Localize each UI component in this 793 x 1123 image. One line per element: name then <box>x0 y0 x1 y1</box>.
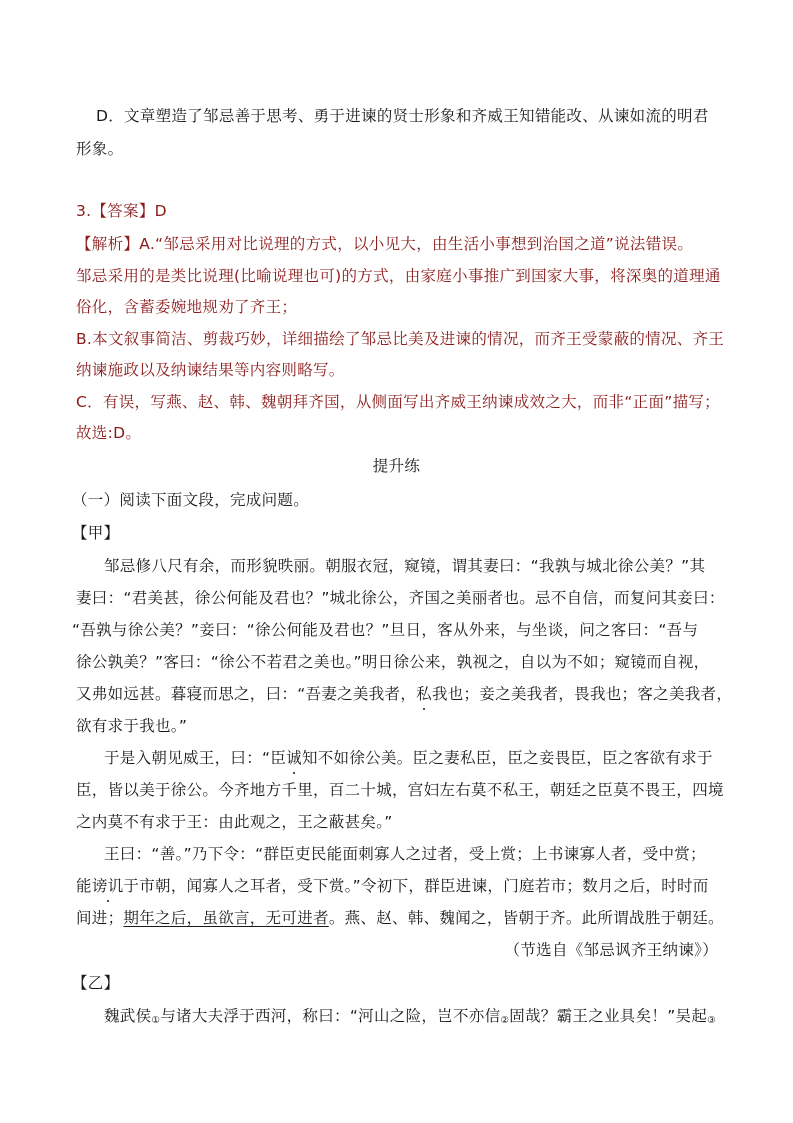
underlined-sentence: 期年之后，虽欲言，无可进者 <box>123 909 329 927</box>
section-title: 提升练 <box>372 457 421 475</box>
option-d-line-1: D．文章塑造了邹忌善于思考、勇于进谏的贤士形象和齐威王知错能改、从谏如流的明君 <box>96 107 709 125</box>
yi-line-1-part-a: 魏武侯 <box>104 1007 152 1025</box>
jia-p3-line-3-part-a: 间进； <box>76 909 124 927</box>
option-c-line-2: 故选:D。 <box>76 424 142 442</box>
jia-p1-line-4: 徐公孰美？”客曰：“徐公不若君之美也。”明日徐公来，孰视之，自以为不如；窥镜而自视， <box>76 653 710 671</box>
jia-p1-line-5 <box>76 684 732 704</box>
footnote-marker-2: ② <box>500 1015 510 1026</box>
jia-p2-line-1-part-a: 于是入朝见威王，曰：“臣 <box>104 749 287 767</box>
jia-p1-line-1: 邹忌修八尺有余，而形貌昳丽。朝服衣冠，窥镜，谓其妻曰：“我孰与城北徐公美？”其 <box>104 557 706 575</box>
jia-p2-line-1-part-c: 知不如徐公美。臣之妻私臣，臣之妾畏臣，臣之客欲有求于 <box>301 749 713 767</box>
jia-p1-line-3: “吾孰与徐公美？”妾曰：“徐公何能及君也？”旦日，客从外来，与坐谈，问之客曰：“吾与 <box>72 621 699 639</box>
analysis-line-2: 邹忌采用的是类比说理(比喻说理也可)的方式，由家庭小事推广到国家大事，将深奥的道理通 <box>76 267 721 285</box>
jia-p3-line-3 <box>76 908 724 928</box>
jia-p1-line-2: 妻曰：“君美甚，徐公何能及君也？”城北徐公，齐国之美丽者也。忌不自信，而复问其妾曰： <box>76 589 725 607</box>
emphasis-char-si: 私 <box>416 685 432 703</box>
passage-jia-label: 【甲】 <box>72 524 120 542</box>
jia-p1-line-5-part-a: 又弗如远甚。暮寝而思之，曰：“吾妻之美我者， <box>76 685 417 703</box>
answer-heading: 3.【答案】D <box>76 202 167 220</box>
jia-p2-line-3: 之内莫不有求于王：由此观之，王之蔽甚矣。” <box>76 813 393 831</box>
jia-p2-line-2: 臣，皆以美于徐公。今齐地方千里，百二十城，宫妇左右莫不私王，朝廷之臣莫不畏王，四境 <box>76 781 724 799</box>
yi-line-1-part-b: 与诸大夫浮于西河，称曰：“河山之险，岂不亦信 <box>160 1007 501 1025</box>
jia-p3-line-2-part-c: 于市朝，闻寡人之耳者，受下赏。”令初下，群臣进谏，门庭若市；数月之后，时时而 <box>123 877 709 895</box>
analysis-line-3: 俗化，含蓄委婉地规劝了齐王； <box>76 298 298 316</box>
jia-p3-line-2 <box>76 876 709 896</box>
jia-p3-line-2-part-a: 能 <box>76 877 92 895</box>
analysis-line-1: 【解析】A.“邹忌采用对比说理的方式，以小见大，由生活小事想到治国之道”说法错误。 <box>76 235 694 253</box>
option-d-line-2: 形象。 <box>76 140 124 158</box>
jia-p3-line-3-part-c: 。燕、赵、韩、魏闻之，皆朝于齐。此所谓战胜于朝廷。 <box>328 909 724 927</box>
yi-line-1-part-c: 固哉？霸王之业具矣！”吴起 <box>509 1007 708 1025</box>
emphasis-chars-bangji: 谤讥 <box>91 877 124 895</box>
jia-source: （节选自《邹忌讽齐王纳谏》） <box>504 941 718 959</box>
option-b-line-2: 纳谏施政以及纳谏结果等内容则略写。 <box>76 361 345 379</box>
option-b-line-1: B.本文叙事简洁、剪裁巧妙，详细描绘了邹忌比美及进谏的情况，而齐王受蒙蔽的情况、齐王 <box>76 330 725 348</box>
footnote-marker-3: ③ <box>707 1015 716 1026</box>
option-c-line-1: C．有误，写燕、赵、韩、魏朝拜齐国，从侧面写出齐威王纳谏成效之大，而非“正面”描写； <box>76 393 720 411</box>
footnote-marker-1: ① <box>151 1015 161 1026</box>
jia-p3-line-1: 王曰：“善。”乃下令：“群臣吏民能面刺寡人之过者，受上赏；上书谏寡人者，受中赏； <box>104 845 706 863</box>
jia-p2-line-1 <box>104 748 713 768</box>
yi-line-1 <box>104 1006 716 1031</box>
passage-yi-label: 【乙】 <box>72 974 120 992</box>
reading-instruction: （一）阅读下面文段，完成问题。 <box>72 491 310 509</box>
emphasis-char-cheng: 诚 <box>286 749 302 767</box>
jia-p1-line-5-part-c: 我也；妾之美我者，畏我也；客之美我者， <box>431 685 733 703</box>
jia-p1-line-6: 欲有求于我也。” <box>76 717 188 735</box>
